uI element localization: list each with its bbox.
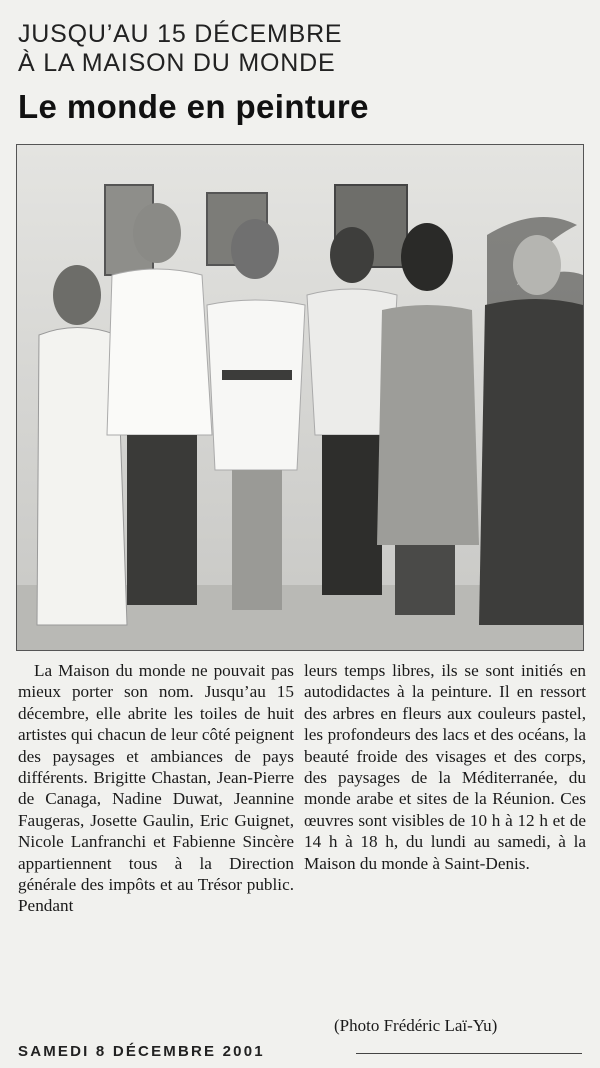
photo-credit: (Photo Frédéric Laï-Yu) (334, 1016, 498, 1035)
article-headline: Le monde en peinture (18, 88, 369, 125)
article-photo (16, 144, 584, 651)
kicker-line-2: À LA MAISON DU MONDE (18, 49, 336, 77)
page-dateline: SAMEDI 8 DÉCEMBRE 2001 (18, 1043, 265, 1060)
footer-rule (356, 1053, 582, 1054)
article-kicker (18, 20, 578, 78)
group-photo (17, 145, 583, 650)
kicker-line-1: JUSQU’AU 15 DÉCEMBRE (18, 20, 343, 48)
article-body-left-column: La Maison du monde ne pouvait pas mieux porter son nom. Jusqu’au 15 décembre, elle abrite les toiles de huit artistes qui chacun de leur côté peignent des paysages et ambiances de pays différents. Brigitte Chastan, Jean-Pierre de Canaga, Nadine Duwat, Jeannine Faugeras, Josette Gaulin, Eric Guignet, Nicole Lanfranchi et Fabienne Sincère appartiennent tous à la Direction générale des impôts et au Trésor public. Pendant (18, 661, 294, 916)
article-body-right-column: leurs temps libres, ils se sont initiés en autodidactes à la peinture. Il en ressort des arbres en fleurs aux couleurs pastel, les profondeurs des lacs et des océans, la beauté froide des visages et des corps, des paysages de la Méditerranée, du monde arabe et sites de la Réunion. Ces œuvres sont visibles de 10 h à 12 h et de 14 h à 18 h, du lundi au samedi, à la Maison du monde à Saint-Denis. (304, 661, 586, 873)
